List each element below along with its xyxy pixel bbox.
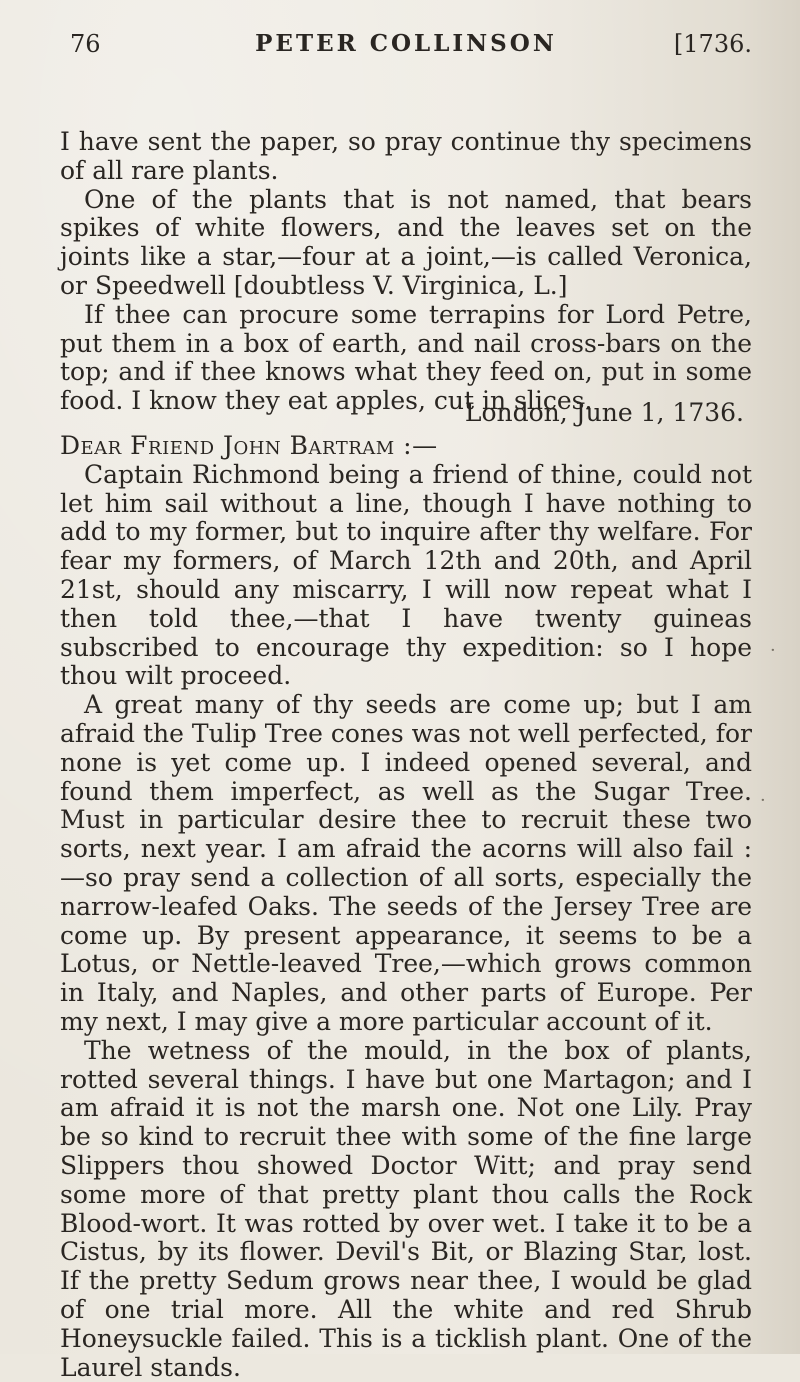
margin-smudge: · <box>770 640 776 661</box>
letter-continuation <box>60 128 752 416</box>
letter-body <box>60 432 752 1382</box>
paragraph: I have sent the paper, so pray continue thy specimens of all rare plants. <box>60 127 752 185</box>
paragraph: If thee can procure some terrapins for Lord Petre, put them in a box of earth, and nail cross-bars on the top; and if thee knows what they feed on, put in some food. I know they eat apples, cut in slices. <box>60 299 752 416</box>
page-year: [1736. <box>673 30 752 58</box>
paragraph: The wetness of the mould, in the box of plants, rotted several things. I have but one Martagon; and I am afraid it is not the marsh one. Not one Lily. Pray be so kind to recruit thee with some of the fine large Slippers thou showed Doctor Witt; and pray send some more of that pretty plant thou calls the Rock Blood-wort. It was rotted by over wet. I take it to be a Cistus, by its flower. Devil's Bit, or Blazing Star, lost. If the pretty Sedum grows near thee, I would be glad of one trial more. All the white and red Shrub Honeysuckle failed. This is a ticklish plant. One of the Laurel stands. <box>60 1035 752 1382</box>
paragraph: One of the plants that is not named, that bears spikes of white flowers, and the leaves set on the joints like a star,—four at a joint,—is called Veronica, or Speedwell [doubtless V. Virginica, L.] <box>60 184 752 300</box>
paragraph: Captain Richmond being a friend of thine, could not let him sail without a line, though I have nothing to add to my former, but to inquire after thy welfare. For fear my formers, of March 12th and 20th, and April 21st, should any miscarry, I will now repeat what I then told thee,—that I have twenty guineas subscribed to encourage thy expedition: so I hope thou wilt proceed. <box>60 459 752 691</box>
page-number: 76 <box>70 30 101 58</box>
letter-salutation: Dear Friend John Bartram :— <box>60 431 438 460</box>
letter-dateline: London, June 1, 1736. <box>464 398 744 427</box>
paragraph: A great many of thy seeds are come up; but I am afraid the Tulip Tree cones was not well perfected, for none is yet come up. I indeed opened several, and found them imperfect, as well as the Sugar Tree. Must in particular desire thee to recruit these two sorts, next year. I am afraid the acorns will also fail :—so pray send a collection of all sorts, especially the narrow-leafed Oaks. The seeds of the Jersey Tree are come up. By present appearance, it seems to be a Lotus, or Nettle-leaved Tree,—which grows common in Italy, and Naples, and other parts of Europe. Per my next, I may give a more particular account of it. <box>60 690 752 1036</box>
margin-smudge: · <box>760 790 766 811</box>
running-title: PETER COLLINSON <box>255 30 557 57</box>
running-header <box>60 30 752 70</box>
